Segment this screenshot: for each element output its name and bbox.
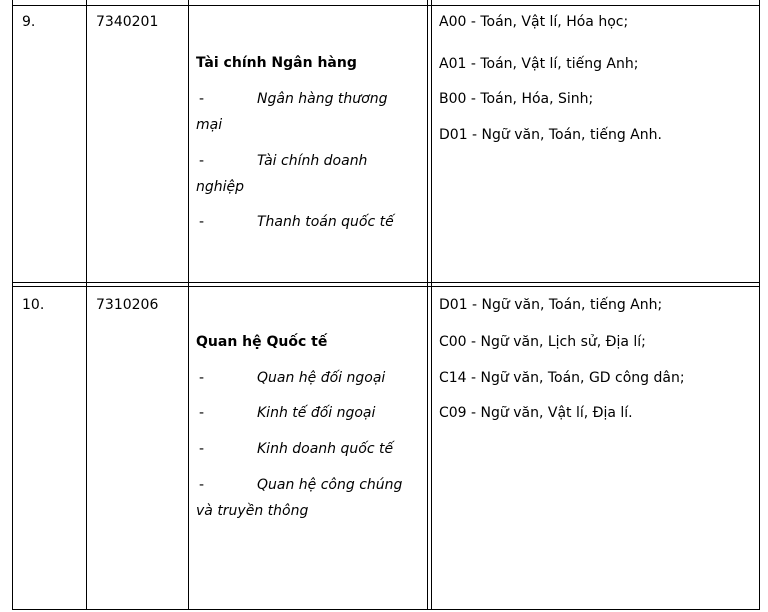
subject-combination: C14 - Ngữ văn, Toán, GD công dân; <box>439 370 685 386</box>
specialization: Quan hệ công chúng <box>257 477 403 493</box>
specialization: và truyền thông <box>196 503 309 519</box>
table-rule <box>431 0 432 610</box>
subject-combination: A01 - Toán, Vật lí, tiếng Anh; <box>439 56 639 72</box>
subject-combination: D01 - Ngữ văn, Toán, tiếng Anh; <box>439 297 663 313</box>
table-rule <box>427 0 428 610</box>
bullet-dash: - <box>199 153 205 169</box>
table-rule <box>12 286 760 287</box>
major-code: 7310206 <box>96 297 159 313</box>
bullet-dash: - <box>199 214 205 230</box>
specialization: mại <box>196 117 223 133</box>
bullet-dash: - <box>199 441 205 457</box>
bullet-dash: - <box>199 405 205 421</box>
table-rule <box>12 5 760 6</box>
bullet-dash: - <box>199 91 205 107</box>
subject-combination: C00 - Ngữ văn, Lịch sử, Địa lí; <box>439 334 646 350</box>
specialization: Ngân hàng thương <box>257 91 388 107</box>
specialization: Quan hệ đối ngoại <box>257 370 386 386</box>
table-rule <box>86 0 87 610</box>
specialization: nghiệp <box>196 179 245 195</box>
major-name: Tài chính Ngân hàng <box>196 55 357 71</box>
major-name: Quan hệ Quốc tế <box>196 334 328 350</box>
table-rule <box>759 0 760 610</box>
subject-combination: A00 - Toán, Vật lí, Hóa học; <box>439 14 629 30</box>
row-number: 9. <box>22 14 36 30</box>
specialization: Kinh tế đối ngoại <box>257 405 376 421</box>
subject-combination: D01 - Ngữ văn, Toán, tiếng Anh. <box>439 127 662 143</box>
specialization: Kinh doanh quốc tế <box>257 441 394 457</box>
bullet-dash: - <box>199 370 205 386</box>
specialization: Tài chính doanh <box>257 153 368 169</box>
major-code: 7340201 <box>96 14 159 30</box>
subject-combination: B00 - Toán, Hóa, Sinh; <box>439 91 594 107</box>
table-rule <box>12 0 13 610</box>
row-number: 10. <box>22 297 45 313</box>
table-rule <box>12 282 760 283</box>
specialization: Thanh toán quốc tế <box>257 214 394 230</box>
bullet-dash: - <box>199 477 205 493</box>
table-rule <box>188 0 189 610</box>
table-rule <box>12 609 760 610</box>
subject-combination: C09 - Ngữ văn, Vật lí, Địa lí. <box>439 405 633 421</box>
